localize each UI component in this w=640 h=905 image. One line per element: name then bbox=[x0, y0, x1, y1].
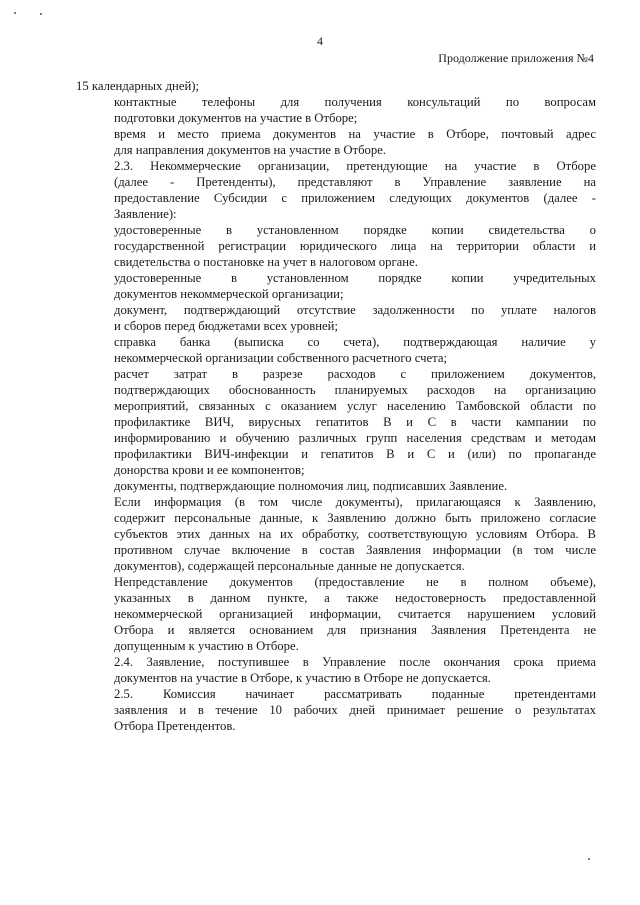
paragraph bbox=[76, 158, 596, 222]
text-line: свидетельства о постановке на учет в налоговом органе. bbox=[114, 255, 418, 269]
text-line: документов на участие в Отборе, к участию в Отборе не допускается. bbox=[114, 671, 491, 685]
text-line: противном случае включение в состав Заявления информации (в том числе bbox=[114, 543, 596, 557]
paragraph bbox=[76, 222, 596, 270]
paragraph bbox=[76, 494, 596, 574]
text-line: время и место приема документов на участие в Отборе, почтовый адрес bbox=[114, 127, 596, 141]
text-line: Отбора и является основанием для признания Заявления Претендента не bbox=[114, 623, 596, 637]
text-line: расчет затрат в разрезе расходов с приложением документов, bbox=[114, 367, 596, 381]
paragraph bbox=[76, 478, 596, 494]
text-line: Отбора Претендентов. bbox=[114, 719, 236, 733]
paragraph bbox=[76, 126, 596, 158]
scan-speck bbox=[40, 13, 42, 15]
text-line: содержит персональные данные, к Заявлению должно быть приложено согласие bbox=[114, 511, 596, 525]
text-line: профилактики ВИЧ-инфекции и гепатитов В и С и (или) по пропаганде bbox=[114, 447, 596, 461]
text-line: государственной регистрации юридического лица на территории области и bbox=[114, 239, 596, 253]
text-line: 15 календарных дней); bbox=[76, 79, 200, 93]
paragraph bbox=[76, 302, 596, 334]
text-line: удостоверенные в установленном порядке копии свидетельства о bbox=[114, 223, 596, 237]
paragraph bbox=[76, 334, 596, 366]
text-line: допущенным к участию в Отборе. bbox=[114, 639, 299, 653]
document-body bbox=[76, 78, 596, 734]
text-line: Непредставление документов (предоставление не в полном объеме), bbox=[114, 575, 596, 589]
text-line: Заявление): bbox=[114, 207, 177, 221]
paragraph bbox=[76, 654, 596, 686]
text-line: донорства крови и ее компонентов; bbox=[114, 463, 305, 477]
text-line: подготовки документов на участие в Отборе; bbox=[114, 111, 358, 125]
text-line: некоммерческой организации собственного расчетного счета; bbox=[114, 351, 448, 365]
scan-speck bbox=[14, 12, 16, 14]
text-line: удостоверенные в установленном порядке копии учредительных bbox=[114, 271, 596, 285]
text-line: подтверждающих обоснованность планируемых расходов на организацию bbox=[114, 383, 596, 397]
text-line: 2.5. Комиссия начинает рассматривать поданные претендентами bbox=[114, 687, 596, 701]
text-line: документ, подтверждающий отсутствие задолженности по уплате налогов bbox=[114, 303, 596, 317]
text-line: документы, подтверждающие полномочия лиц, подписавших Заявление. bbox=[114, 479, 508, 493]
text-line: некоммерческой организацией информации, считается нарушением условий bbox=[114, 607, 596, 621]
paragraph bbox=[76, 270, 596, 302]
text-line: справка банка (выписка со счета), подтверждающая наличие у bbox=[114, 335, 596, 349]
text-line: 2.4. Заявление, поступившее в Управление после окончания срока приема bbox=[114, 655, 596, 669]
text-line: субъектов этих данных на их обработку, соответствующую условиям Отбора. В bbox=[114, 527, 596, 541]
text-line: заявления и в течение 10 рабочих дней принимает решение о результатах bbox=[114, 703, 596, 717]
text-line: информированию и обучению различных групп населения средствам и методам bbox=[114, 431, 596, 445]
text-line: и сборов перед бюджетами всех уровней; bbox=[114, 319, 338, 333]
paragraph bbox=[76, 94, 596, 126]
scan-speck bbox=[588, 858, 590, 860]
text-line: профилактике ВИЧ, вирусных гепатитов В и С в части кампании по bbox=[114, 415, 596, 429]
appendix-continuation-note: Продолжение приложения №4 bbox=[438, 51, 594, 65]
text-line: мероприятий, связанных с оказанием услуг населению Тамбовской области по bbox=[114, 399, 596, 413]
text-line: 2.3. Некоммерческие организации, претендующие на участие в Отборе bbox=[114, 159, 596, 173]
paragraph bbox=[76, 366, 596, 478]
text-line: контактные телефоны для получения консультаций по вопросам bbox=[114, 95, 596, 109]
paragraph bbox=[76, 686, 596, 734]
text-line: предоставление Субсидии с приложением следующих документов (далее - bbox=[114, 191, 596, 205]
text-line: (далее - Претенденты), представляют в Управление заявление на bbox=[114, 175, 596, 189]
paragraph bbox=[76, 574, 596, 654]
page-number: 4 bbox=[317, 34, 323, 48]
text-line: документов некоммерческой организации; bbox=[114, 287, 344, 301]
text-line: документов), содержащей персональные данные не допускается. bbox=[114, 559, 465, 573]
paragraph bbox=[76, 78, 596, 94]
text-line: для направления документов на участие в Отборе. bbox=[114, 143, 387, 157]
text-line: указанных в данном пункте, а также недостоверность предоставленной bbox=[114, 591, 596, 605]
text-line: Если информация (в том числе документы), прилагающаяся к Заявлению, bbox=[114, 495, 596, 509]
